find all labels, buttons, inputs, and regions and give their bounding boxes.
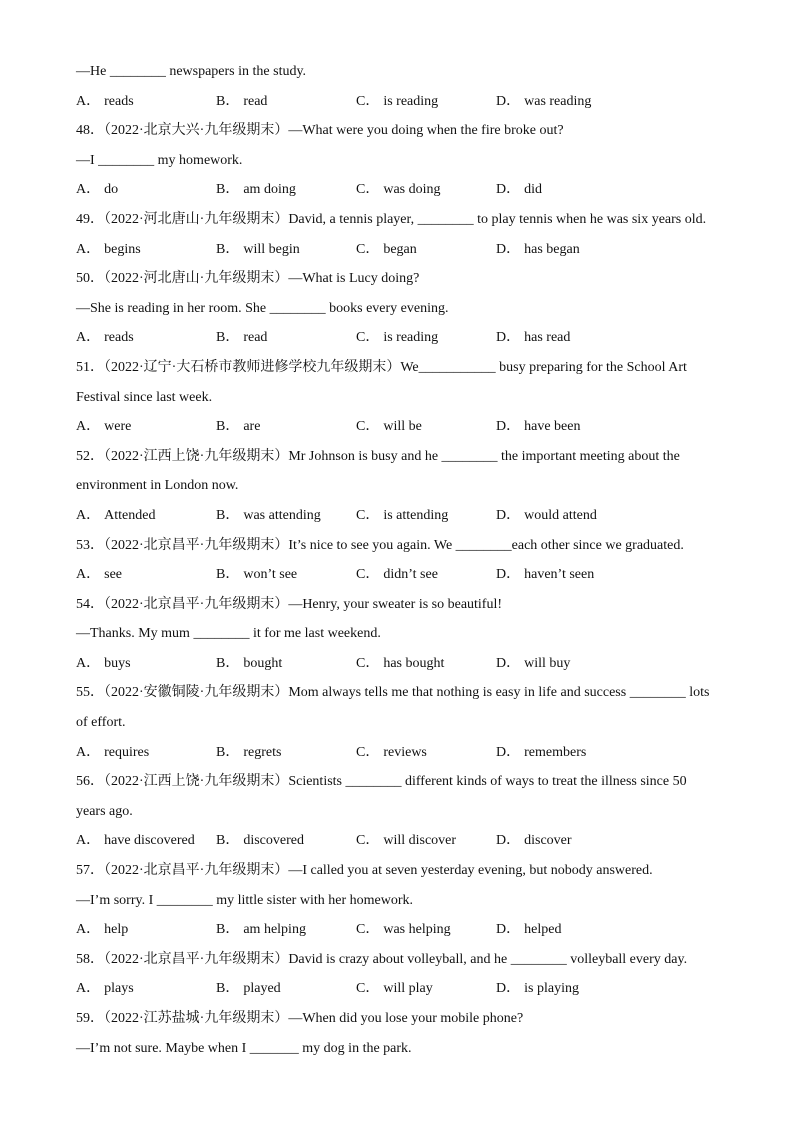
answer-option <box>496 738 636 768</box>
option-letter: B． <box>216 922 240 938</box>
option-text: did <box>524 182 543 198</box>
answer-option <box>76 974 216 1004</box>
question-text-line: 57．（2022·北京昌平·九年级期末）—I called you at seven yesterday evening, but nobody answered. <box>76 863 653 879</box>
question-text-line: 59．（2022·江苏盐城·九年级期末）—When did you lose your mobile phone? <box>76 1011 524 1026</box>
question-text-line: environment in London now. <box>76 478 239 494</box>
answer-options-row <box>76 87 736 117</box>
question-text-line: 52．（2022·江西上饶·九年级期末）Mr Johnson is busy and he ________ the important meeting about the <box>76 448 680 464</box>
option-letter: B． <box>216 182 240 198</box>
answer-option <box>216 826 356 856</box>
answer-option <box>356 738 496 768</box>
option-letter: D． <box>496 567 521 583</box>
option-text: have discovered <box>104 833 195 849</box>
answer-option <box>76 826 216 856</box>
option-letter: A． <box>76 922 101 938</box>
option-letter: A． <box>76 833 101 849</box>
option-text: was helping <box>383 922 451 938</box>
option-letter: C． <box>356 419 380 435</box>
option-letter: C． <box>356 655 380 671</box>
answer-option <box>216 649 356 679</box>
option-text: was attending <box>243 507 321 523</box>
option-letter: C． <box>356 507 380 523</box>
option-text: reviews <box>383 744 427 760</box>
question-text-line: —I’m not sure. Maybe when I _______ my dog in the park. <box>76 1040 412 1056</box>
option-text: won’t see <box>243 567 298 583</box>
option-letter: D． <box>496 93 521 109</box>
option-letter: D． <box>496 507 521 523</box>
question-text-line: of effort. <box>76 715 126 731</box>
answer-option <box>216 87 356 117</box>
option-letter: C． <box>356 241 380 257</box>
answer-option <box>356 235 496 265</box>
option-letter: B． <box>216 567 240 583</box>
answer-options-row <box>76 560 736 590</box>
option-text: has read <box>524 330 571 346</box>
option-letter: D． <box>496 330 521 346</box>
option-text: has began <box>524 241 580 257</box>
option-text: discover <box>524 833 572 849</box>
answer-option <box>76 412 216 442</box>
option-text: Attended <box>104 507 156 523</box>
option-letter: A． <box>76 93 101 109</box>
answer-option <box>496 87 636 117</box>
option-letter: C． <box>356 567 380 583</box>
answer-option <box>216 501 356 531</box>
answer-option <box>496 235 636 265</box>
option-letter: B． <box>216 833 240 849</box>
question-text-line: 55．（2022·安徽铜陵·九年级期末）Mom always tells me that nothing is easy in life and success ________ lots <box>76 685 710 701</box>
option-letter: C． <box>356 833 380 849</box>
option-letter: A． <box>76 241 101 257</box>
answer-option <box>356 412 496 442</box>
option-letter: A． <box>76 182 101 198</box>
option-text: have been <box>524 419 581 435</box>
option-text: played <box>243 981 281 997</box>
answer-option <box>216 412 356 442</box>
answer-option <box>76 501 216 531</box>
answer-option <box>76 915 216 945</box>
option-text: will buy <box>524 655 571 671</box>
option-text: remembers <box>524 744 587 760</box>
answer-option <box>76 560 216 590</box>
answer-option <box>356 87 496 117</box>
option-text: was reading <box>524 93 592 109</box>
option-letter: B． <box>216 93 240 109</box>
option-text: help <box>104 922 129 938</box>
option-text: will discover <box>383 833 457 849</box>
answer-option <box>216 235 356 265</box>
answer-option <box>496 501 636 531</box>
answer-option <box>76 87 216 117</box>
answer-option <box>496 649 636 679</box>
option-letter: D． <box>496 655 521 671</box>
answer-option <box>76 235 216 265</box>
answer-options-row <box>76 175 736 205</box>
option-text: is attending <box>383 507 449 523</box>
answer-option <box>216 323 356 353</box>
question-text-line: —She is reading in her room. She ________ books every evening. <box>76 300 449 316</box>
option-letter: A． <box>76 981 101 997</box>
answer-options-row <box>76 323 736 353</box>
option-text: discovered <box>243 833 304 849</box>
option-text: read <box>243 93 268 109</box>
option-letter: B． <box>216 981 240 997</box>
answer-option <box>356 915 496 945</box>
answer-options-row <box>76 826 736 856</box>
option-text: bought <box>243 655 283 671</box>
answer-option <box>356 974 496 1004</box>
answer-option <box>216 560 356 590</box>
answer-option <box>76 738 216 768</box>
answer-option <box>216 738 356 768</box>
option-letter: D． <box>496 922 521 938</box>
question-text-line: years ago. <box>76 803 133 819</box>
option-letter: B． <box>216 241 240 257</box>
question-text-line: 56．（2022·江西上饶·九年级期末）Scientists ________ different kinds of ways to treat the illness since 50 <box>76 774 687 790</box>
option-letter: B． <box>216 419 240 435</box>
option-text: was doing <box>383 182 441 198</box>
answer-options-row <box>76 235 736 265</box>
question-text-line: 48．（2022·北京大兴·九年级期末）—What were you doing when the fire broke out? <box>76 123 564 139</box>
option-letter: A． <box>76 330 101 346</box>
option-letter: C． <box>356 922 380 938</box>
option-text: begins <box>104 241 141 257</box>
option-text: is reading <box>383 93 439 109</box>
question-text-line: 53．（2022·北京昌平·九年级期末）It’s nice to see you again. We ________each other since we graduated. <box>76 537 684 553</box>
option-text: would attend <box>524 507 597 523</box>
option-text: didn’t see <box>383 567 438 583</box>
option-text: requires <box>104 744 150 760</box>
answer-option <box>356 560 496 590</box>
option-letter: C． <box>356 981 380 997</box>
option-text: buys <box>104 655 131 671</box>
answer-options-row <box>76 501 736 531</box>
answer-option <box>216 175 356 205</box>
option-text: will begin <box>243 241 300 257</box>
question-text-line: Festival since last week. <box>76 389 213 405</box>
option-text: will play <box>383 981 433 997</box>
question-text-line: —Thanks. My mum ________ it for me last weekend. <box>76 626 381 642</box>
question-text-line: 54．（2022·北京昌平·九年级期末）—Henry, your sweater is so beautiful! <box>76 596 503 612</box>
answer-option <box>356 175 496 205</box>
answer-option <box>496 974 636 1004</box>
option-letter: D． <box>496 241 521 257</box>
option-letter: C． <box>356 330 380 346</box>
option-letter: D． <box>496 182 521 198</box>
option-letter: B． <box>216 655 240 671</box>
option-letter: B． <box>216 507 240 523</box>
option-text: haven’t seen <box>524 567 595 583</box>
option-text: plays <box>104 981 134 997</box>
answer-options-row <box>76 974 736 1004</box>
answer-option <box>356 323 496 353</box>
option-text: is playing <box>524 981 579 997</box>
option-text: has bought <box>383 655 445 671</box>
question-text-line: 58．（2022·北京昌平·九年级期末）David is crazy about volleyball, and he ________ volleyball every day. <box>76 951 688 967</box>
option-letter: A． <box>76 744 101 760</box>
option-letter: A． <box>76 567 101 583</box>
option-text: reads <box>104 330 134 346</box>
answer-options-row <box>76 412 736 442</box>
document-page <box>76 57 736 1063</box>
answer-option <box>496 915 636 945</box>
option-letter: A． <box>76 507 101 523</box>
answer-option <box>496 323 636 353</box>
option-letter: B． <box>216 744 240 760</box>
answer-option <box>216 915 356 945</box>
option-text: do <box>104 182 119 198</box>
option-text: began <box>383 241 417 257</box>
option-letter: D． <box>496 744 521 760</box>
option-letter: D． <box>496 833 521 849</box>
answer-options-row <box>76 649 736 679</box>
answer-option <box>496 412 636 442</box>
option-text: helped <box>524 922 562 938</box>
option-text: is reading <box>383 330 439 346</box>
option-letter: A． <box>76 419 101 435</box>
question-text-line: —I ________ my homework. <box>76 152 243 168</box>
answer-option <box>356 501 496 531</box>
option-text: see <box>104 567 123 583</box>
option-text: reads <box>104 93 134 109</box>
option-text: were <box>104 419 132 435</box>
answer-options-row <box>76 738 736 768</box>
option-letter: C． <box>356 744 380 760</box>
question-text-line: 50．（2022·河北唐山·九年级期末）—What is Lucy doing? <box>76 271 420 287</box>
answer-option <box>496 175 636 205</box>
answer-option <box>356 826 496 856</box>
option-letter: D． <box>496 419 521 435</box>
option-letter: D． <box>496 981 521 997</box>
option-text: am helping <box>243 922 306 938</box>
option-letter: C． <box>356 182 380 198</box>
answer-option <box>76 323 216 353</box>
option-text: are <box>243 419 261 435</box>
option-text: will be <box>383 419 422 435</box>
answer-option <box>356 649 496 679</box>
option-letter: C． <box>356 93 380 109</box>
question-text-line: —He ________ newspapers in the study. <box>76 64 307 79</box>
answer-options-row <box>76 915 736 945</box>
question-text-line: —I’m sorry. I ________ my little sister with her homework. <box>76 892 413 908</box>
option-text: read <box>243 330 268 346</box>
question-text-line: 51．（2022·辽宁·大石桥市教师进修学校九年级期末）We___________ busy preparing for the School Art <box>76 359 687 375</box>
answer-option <box>496 560 636 590</box>
answer-option <box>76 649 216 679</box>
option-letter: A． <box>76 655 101 671</box>
answer-option <box>76 175 216 205</box>
option-letter: B． <box>216 330 240 346</box>
answer-option <box>496 826 636 856</box>
answer-option <box>216 974 356 1004</box>
option-text: regrets <box>243 744 282 760</box>
option-text: am doing <box>243 182 296 198</box>
question-text-line: 49．（2022·河北唐山·九年级期末）David, a tennis player, ________ to play tennis when he was six years old. <box>76 211 707 227</box>
